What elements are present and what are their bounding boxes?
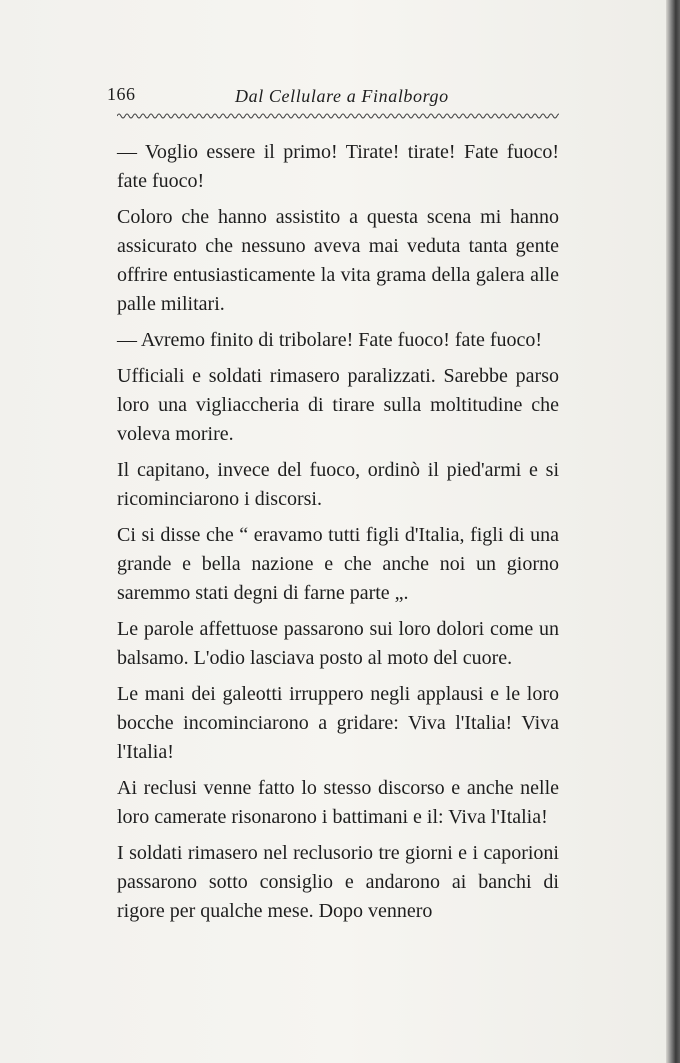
paragraph: — Voglio essere il primo! Tirate! tirate! Fate fuoco! fate fuoco! [117, 141, 559, 192]
page-header [107, 84, 557, 112]
body-text [117, 138, 559, 933]
paragraph: I soldati rimasero nel reclusorio tre giorni e i caporioni passarono sotto consiglio e andarono ai banchi di rigore per qualche mese. Dopo vennero [117, 842, 559, 922]
paragraph: Coloro che hanno assistito a questa scena mi hanno assicurato che nessuno aveva mai veduta tanta gente offrire entusiasticamente la vita grama della galera alle palle militari. [117, 206, 559, 315]
paragraph: Ai reclusi venne fatto lo stesso discorso e anche nelle loro camerate risonarono i battimani e il: Viva l'Italia! [117, 777, 559, 828]
paragraph: Le parole affettuose passarono sui loro dolori come un balsamo. L'odio lasciava posto al moto del cuore. [117, 618, 559, 669]
binding-edge-shadow [666, 0, 680, 1063]
paragraph: — Avremo finito di tribolare! Fate fuoco! fate fuoco! [117, 329, 543, 351]
running-title: Dal Cellulare a Finalborgo [235, 86, 449, 106]
paragraph: Il capitano, invece del fuoco, ordinò il pied'armi e si ricominciarono i discorsi. [117, 459, 559, 510]
page-number: 166 [107, 84, 136, 104]
paragraph: Ufficiali e soldati rimasero paralizzati. Sarebbe parso loro una vigliaccheria di tirare sulla moltitudine che voleva morire. [117, 365, 559, 445]
paragraph: Le mani dei galeotti irruppero negli applausi e le loro bocche incominciarono a gridare: Viva l'Italia! Viva l'Italia! [117, 683, 559, 763]
wavy-rule-divider [117, 110, 559, 122]
paragraph: Ci si disse che “ eravamo tutti figli d'Italia, figli di una grande e bella nazione e che anche noi un giorno saremmo stati degni di farne parte „. [117, 524, 559, 604]
